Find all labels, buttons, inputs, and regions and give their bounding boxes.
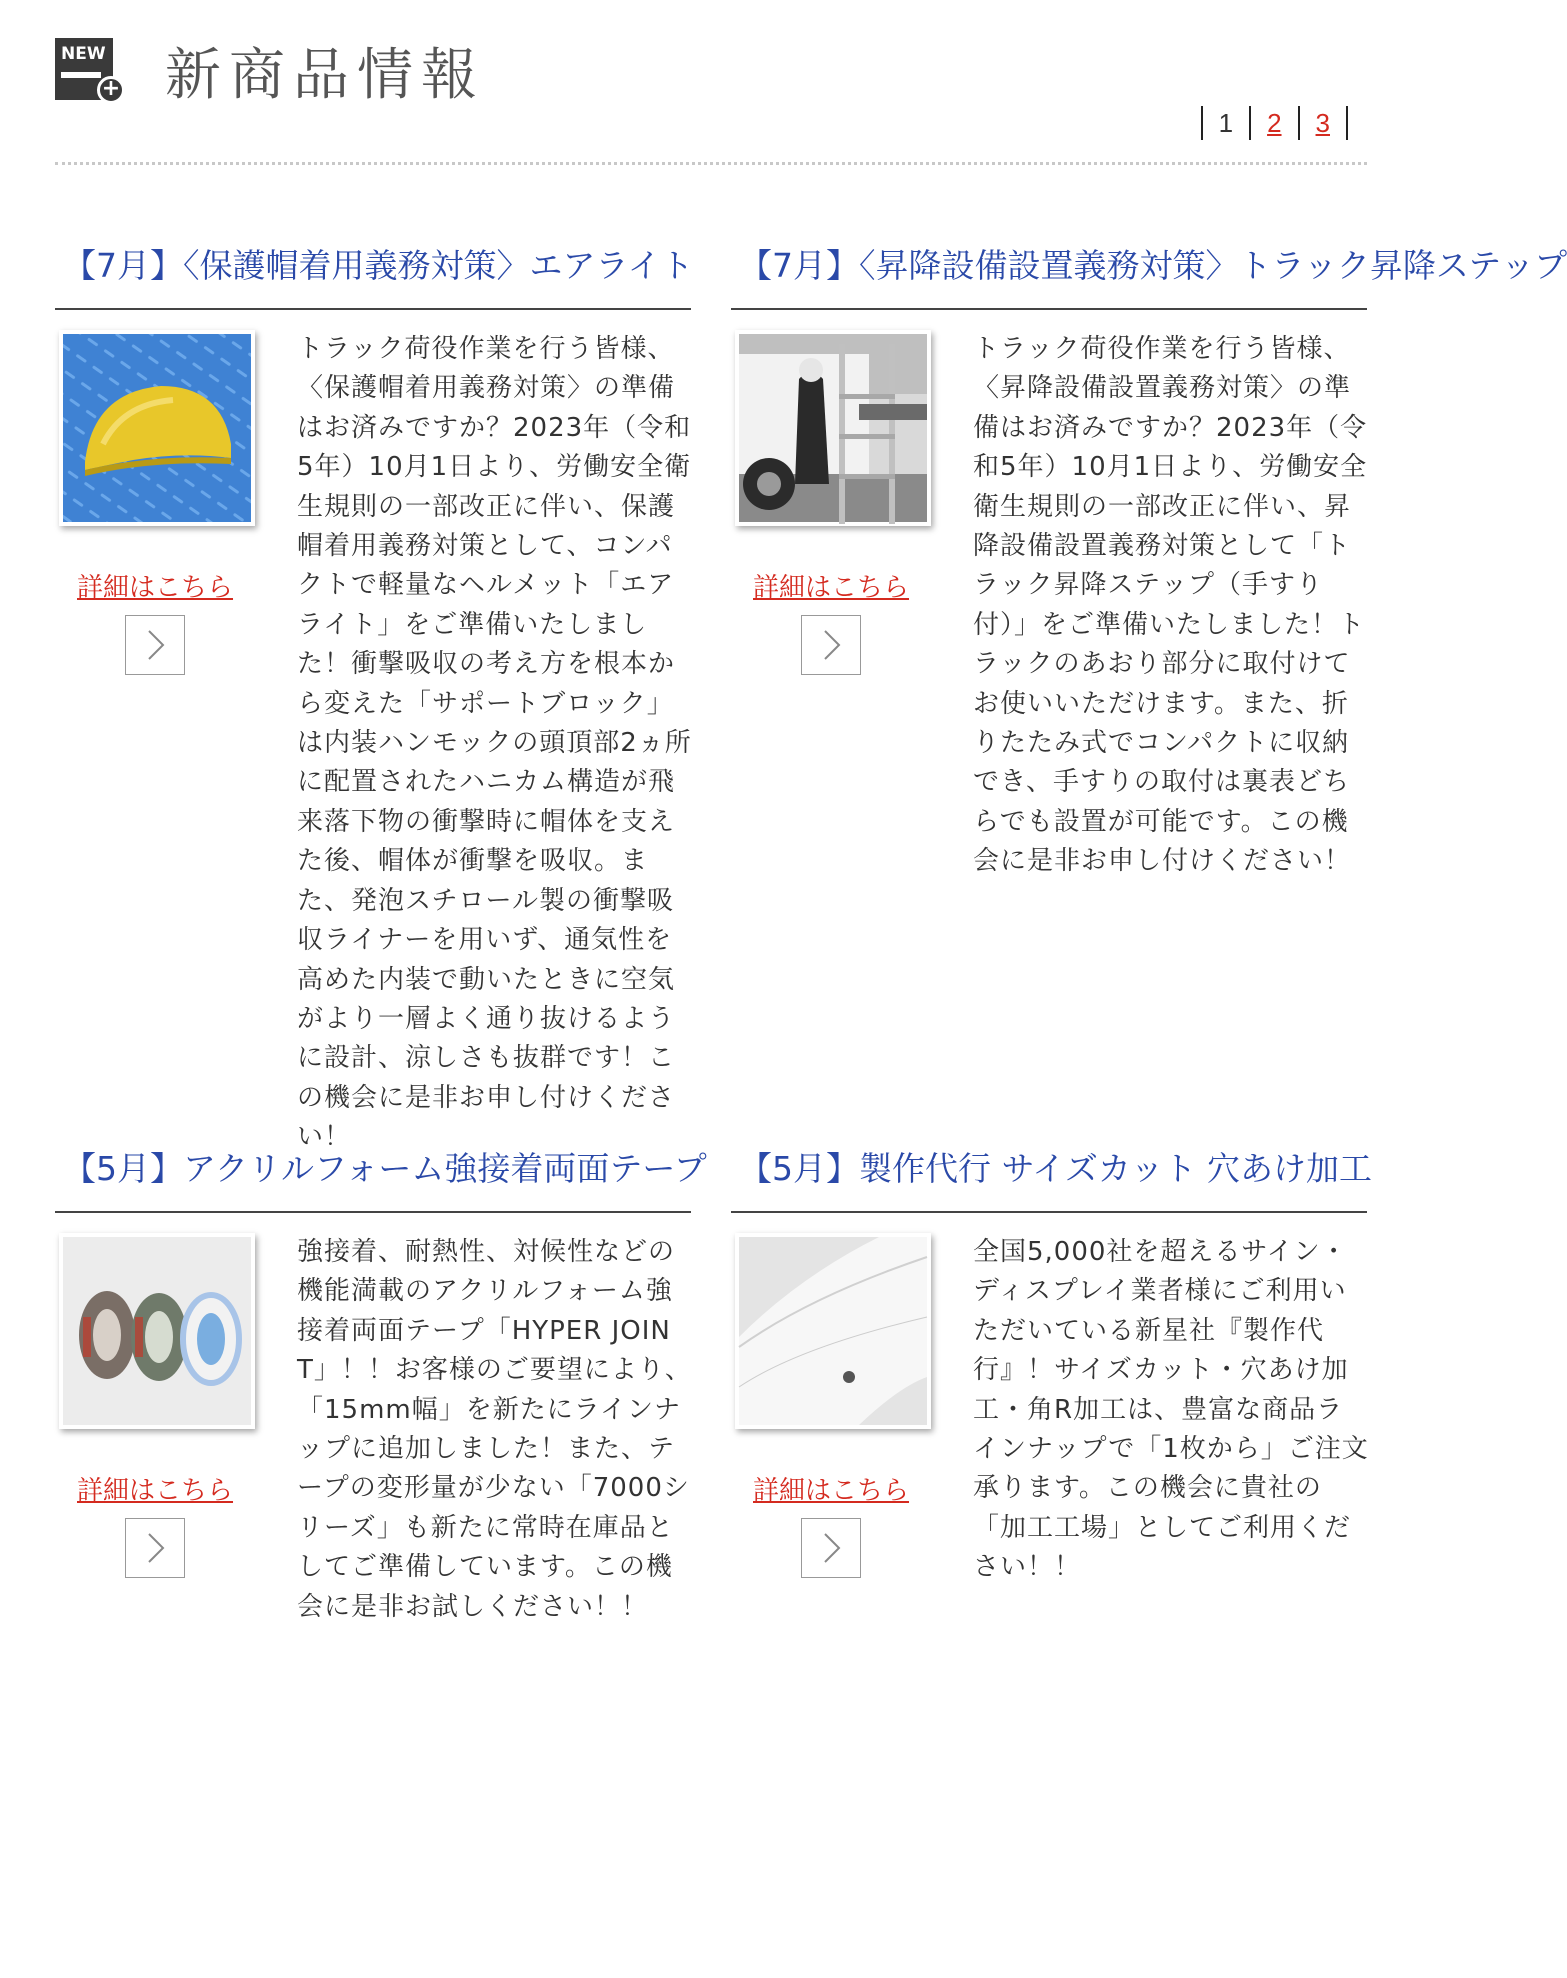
news-item <box>731 240 1567 877</box>
product-image-tape[interactable] <box>59 1233 255 1429</box>
chevron-right-icon[interactable] <box>801 1518 861 1578</box>
title-underline <box>731 308 1367 310</box>
chevron-right-icon[interactable] <box>125 615 185 675</box>
pagination-separator <box>1249 106 1251 140</box>
pagination-page-link[interactable]: 2 <box>1267 107 1282 138</box>
new-badge-text: NEW <box>61 44 106 64</box>
dotted-divider <box>55 162 1367 165</box>
chevron-right-icon[interactable] <box>801 615 861 675</box>
news-item-title[interactable]: 【7月】〈昇降設備設置義務対策〉トラック昇降ステップ <box>739 246 1567 285</box>
news-item <box>55 1143 707 1622</box>
news-item-title[interactable]: 【7月】〈保護帽着用義務対策〉エアライト <box>63 246 694 285</box>
title-underline <box>731 1211 1367 1213</box>
news-item-title[interactable]: 【5月】製作代行 サイズカット 穴あけ加工 <box>739 1149 1373 1188</box>
detail-link[interactable]: 詳細はこちら <box>77 1476 234 1506</box>
title-underline <box>55 308 691 310</box>
title-underline <box>55 1211 691 1213</box>
pagination <box>1185 106 1364 140</box>
page-header <box>55 36 485 106</box>
detail-link[interactable]: 詳細はこちら <box>753 1476 910 1506</box>
new-badge-icon: NEW + <box>55 38 131 104</box>
detail-link[interactable]: 詳細はこちら <box>77 573 234 603</box>
pagination-separator <box>1201 106 1203 140</box>
product-image-helmet[interactable] <box>59 330 255 526</box>
news-item-description: トラック荷役作業を行う皆様、〈昇降設備設置義務対策〉の準備はお済みですか？2023年（令和5年）10月1日より、労働安全衛生規則の一部改正に伴い、昇降設備設置義務対策として「トラック昇降ステップ（手すり付）」をご準備いたしました！トラックのあおり部分に取付けてお使いいただけます。また、折りたたみ式でコンパクトに収納でき、手すりの取付は裏表どちらでも設置が可能です。この機会に是非お申し付けください！ <box>973 334 1368 877</box>
pagination-current-page: 1 <box>1218 107 1234 138</box>
news-item-description: 全国5,000社を超えるサイン・ディスプレイ業者様にご利用いただいている新星社『製作代行』！サイズカット・穴あけ加工・角R加工は、豊富な商品ラインナップで「1枚から」ご注文承ります。この機会に貴社の「加工工場」としてご利用ください！！ <box>973 1237 1369 1583</box>
detail-link[interactable]: 詳細はこちら <box>753 573 910 603</box>
page-title: 新商品情報 <box>165 43 485 108</box>
pagination-separator <box>1298 106 1300 140</box>
product-image-panel[interactable] <box>735 1233 931 1429</box>
news-item-title[interactable]: 【5月】アクリルフォーム強接着両面テープ <box>63 1149 707 1188</box>
product-image-truck-step[interactable] <box>735 330 931 526</box>
pagination-page-link[interactable]: 3 <box>1315 107 1330 138</box>
pagination-separator <box>1346 106 1348 140</box>
news-item-description: 強接着、耐熱性、対候性などの機能満載のアクリルフォーム強接着両面テープ「HYPER JOINT」！！お客様のご要望により、「15mm幅」を新たにラインナップに追加しました！また、テープの変形量が少ない「7000シリーズ」も新たに常時在庫品としてご準備しています。この機会に是非お試しください！！ <box>297 1237 692 1622</box>
news-item <box>731 1143 1373 1583</box>
chevron-right-icon[interactable] <box>125 1518 185 1578</box>
news-item-description: トラック荷役作業を行う皆様、〈保護帽着用義務対策〉の準備はお済みですか？2023年（令和5年）10月1日より、労働安全衛生規則の一部改正に伴い、保護帽着用義務対策として、コンパクトで軽量なヘルメット「エアライト」をご準備いたしました！衝撃吸収の考え方を根本から変えた「サポートブロック」は内装ハンモックの頭頂部2ヵ所に配置されたハニカム構造が飛来落下物の衝撃時に帽体を支えた後、帽体が衝撃を吸収。また、発泡スチロール製の衝撃吸収ライナーを用いず、通気性を高めた内装で動いたときに空気がより一層よく通り抜けるように設計、涼しさも抜群です！この機会に是非お申し付けください！ <box>297 334 692 1153</box>
news-item <box>55 240 694 1153</box>
